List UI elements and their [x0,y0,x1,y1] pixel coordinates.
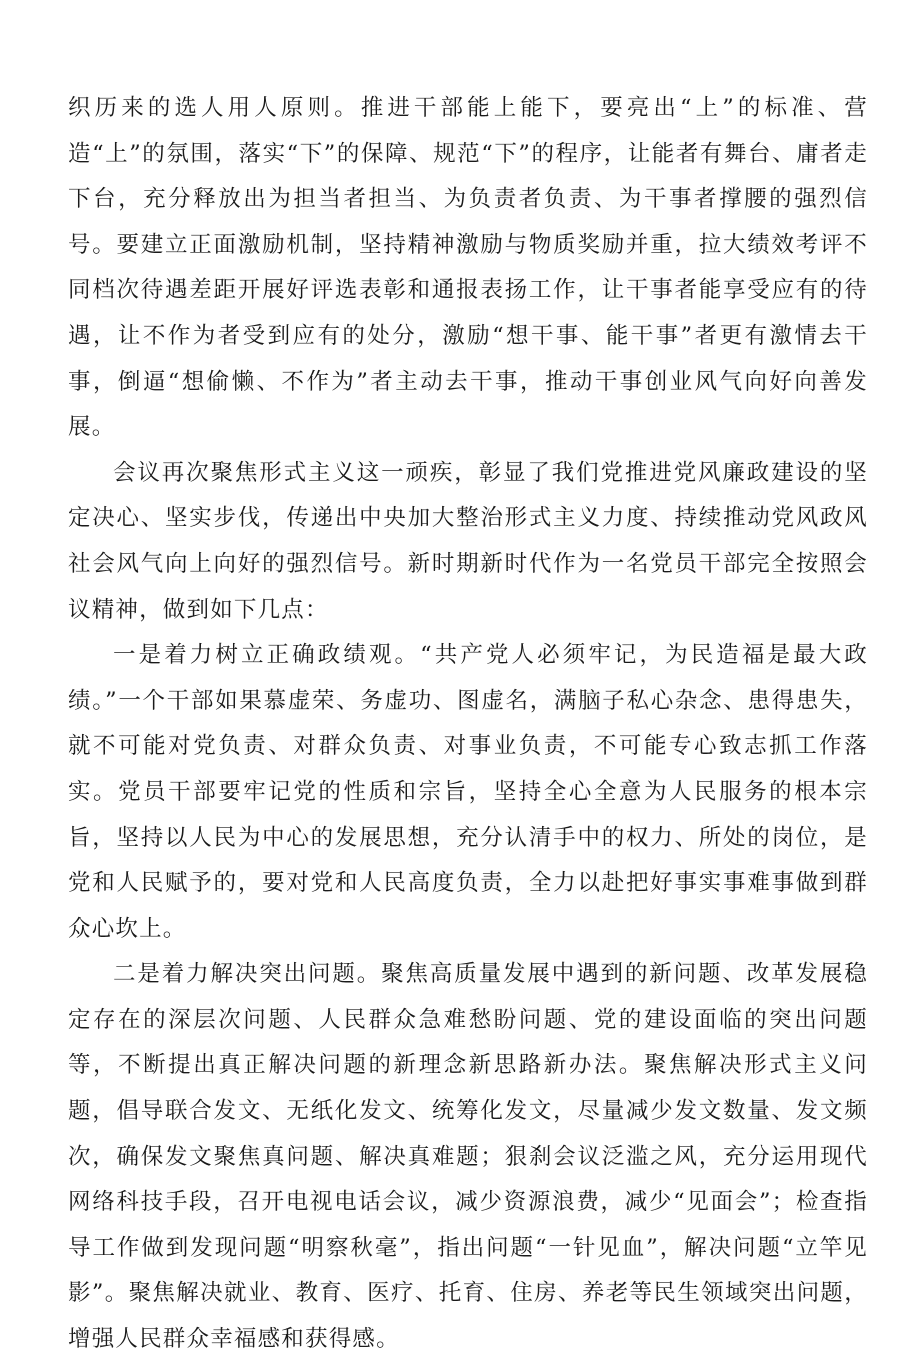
paragraph-meeting-focus: 会议再次聚焦形式主义这一顽疾，彰显了我们党推进党风廉政建设的坚定决心、坚实步伐，传递出中央加大整治形式主义力度、持续推动党风政风社会风气向上向好的强烈信号。新时期新时代作为一名党员干部完全按照会议精神，做到如下几点： [68,459,868,623]
document-body [68,86,868,1363]
paragraph-point-two: 二是着力解决突出问题。聚焦高质量发展中遇到的新问题、改革发展稳定存在的深层次问题、人民群众急难愁盼问题、党的建设面临的突出问题等，不断提出真正解决问题的新理念新思路新办法。聚焦解决形式主义问题，倡导联合发文、无纸化发文、统筹化发文，尽量减少发文数量、发文频次，确保发文聚焦真问题、解决真难题；狠刹会议泛滥之风，充分运用现代网络科技手段，召开电视电话会议，减少资源浪费，减少“见面会”；检查指导工作做到发现问题“明察秋毫”，指出问题“一针见血”，解决问题“立竿见影”。聚焦解决就业、教育、医疗、托育、住房、养老等民生领域突出问题，增强人民群众幸福感和获得感。 [68,961,868,1353]
paragraph-point-one: 一是着力树立正确政绩观。“共产党人必须牢记，为民造福是最大政绩。”一个干部如果慕虚荣、务虚功、图虚名，满脑子私心杂念、患得患失，就不可能对党负责、对群众负责、对事业负责，不可能专心致志抓工作落实。党员干部要牢记党的性质和宗旨，坚持全心全意为人民服务的根本宗旨，坚持以人民为中心的发展思想，充分认清手中的权力、所处的岗位，是党和人民赋予的，要对党和人民高度负责，全力以赴把好事实事难事做到群众心坎上。 [68,642,868,942]
paragraph-continued: 织历来的选人用人原则。推进干部能上能下，要亮出“上”的标准、营造“上”的氛围，落实“下”的保障、规范“下”的程序，让能者有舞台、庸者走下台，充分释放出为担当者担当、为负责者负责、为干事者撑腰的强烈信号。要建立正面激励机制，坚持精神激励与物质奖励并重，拉大绩效考评不同档次待遇差距开展好评选表彰和通报表扬工作，让干事者能享受应有的待遇，让不作为者受到应有的处分，激励“想干事、能干事”者更有激情去干事，倒逼“想偷懒、不作为”者主动去干事，推动干事创业风气向好向善发展。 [68,95,868,441]
